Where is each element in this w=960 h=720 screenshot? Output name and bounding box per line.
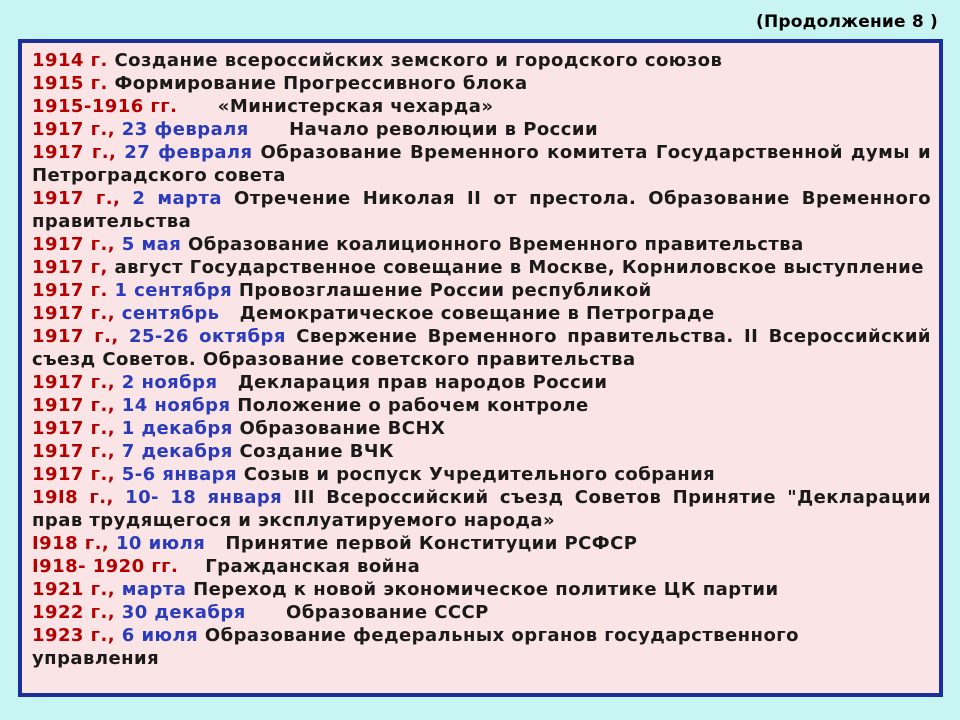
timeline-entry [32, 578, 931, 601]
entry-date: марта [121, 579, 187, 600]
entry-year: 1917 г, [32, 257, 108, 278]
timeline-entry [32, 233, 931, 256]
entry-event: Декларация прав народов России [237, 372, 608, 393]
entry-event: Создание всероссийских земского и городского союзов [114, 50, 723, 71]
timeline-entry [32, 49, 931, 72]
timeline-entry [32, 118, 931, 141]
entry-date: 6 июля [121, 625, 199, 646]
timeline-entry [32, 624, 931, 670]
timeline-entry [32, 417, 931, 440]
entry-date: 27 февраля [124, 142, 253, 163]
entry-event: Образование Временного комитета Государственной думы и Петроградского совета [32, 142, 932, 186]
timeline-entry [32, 302, 931, 325]
entry-year: 1917 г., [32, 234, 116, 255]
entry-event: «Министерская чехарда» [217, 96, 494, 117]
entry-event: август Государственное совещание в Москве, Корниловское выступление [114, 257, 924, 278]
entry-year: 1914 г. [32, 50, 108, 71]
entry-date: 2 ноября [121, 372, 218, 393]
entry-event: Образование СССР [286, 602, 489, 623]
entry-event: Созыв и роспуск Учредительного собрания [243, 464, 716, 485]
entry-year: 1917 г., [32, 395, 116, 416]
entry-date: сентябрь [121, 303, 220, 324]
timeline-entry [32, 601, 931, 624]
entry-year: I918- 1920 гг. [32, 556, 179, 577]
entry-year: 1915-1916 гг. [32, 96, 178, 117]
entry-date: 7 декабря [121, 441, 233, 462]
entry-event: Образование ВСНХ [239, 418, 446, 439]
entry-event: Начало революции в России [289, 119, 599, 140]
entry-year: 1923 г., [32, 625, 116, 646]
entry-year: I918 г., [32, 533, 110, 554]
entry-year: 1917 г., [32, 303, 116, 324]
entry-event: Создание ВЧК [239, 441, 395, 462]
entry-event: Свержение Временного правительства. II Всероссийский съезд Советов. Образование советского правительства [32, 326, 931, 370]
entry-year: 1917 г. [32, 280, 108, 301]
timeline-entry [32, 463, 931, 486]
timeline-entry [32, 279, 931, 302]
entry-year: 1917 г., [32, 326, 119, 347]
entry-date: 5-6 января [121, 464, 238, 485]
timeline-entry [32, 486, 931, 532]
entry-year: 1917 г., [32, 464, 116, 485]
timeline-entry [32, 440, 931, 463]
entry-date: 5 мая [121, 234, 182, 255]
timeline-entry [32, 141, 931, 187]
entry-year: 1917 г., [32, 188, 121, 209]
entry-year: 1917 г., [32, 441, 116, 462]
entry-event: Переход к новой экономическое политике ЦК партии [193, 579, 779, 600]
entry-date: 30 декабря [121, 602, 246, 623]
entry-event: Образование коалиционного Временного правительства [187, 234, 804, 255]
timeline-entry [32, 394, 931, 417]
entry-date: 2 марта [132, 188, 222, 209]
entry-date: 10 июля [115, 533, 206, 554]
timeline-entry [32, 555, 931, 578]
entry-date: 1 сентября [114, 280, 233, 301]
entry-event: Принятие первой Конституции РСФСР [225, 533, 638, 554]
entry-date: 25-26 октября [128, 326, 286, 347]
entry-event: Гражданская война [205, 556, 421, 577]
entry-event: III Всероссийский съезд Советов Принятие "Декларации прав трудящегося и эксплуатируемого народа» [32, 487, 932, 531]
entry-event: Провозглашение России республикой [238, 280, 652, 301]
timeline-entry [32, 187, 931, 233]
entry-event: Демократическое совещание в Петрограде [239, 303, 715, 324]
timeline-box [18, 39, 943, 697]
entry-year: 1915 г. [32, 73, 108, 94]
timeline-entry [32, 95, 931, 118]
entry-date: 1 декабря [121, 418, 233, 439]
entry-year: 1917 г., [32, 119, 116, 140]
entry-year: 1917 г., [32, 142, 117, 163]
entry-event: Образование федеральных органов государственного управления [32, 625, 799, 669]
timeline-entry [32, 371, 931, 394]
entry-year: 1922 г., [32, 602, 116, 623]
entry-event: Отречение Николая II от престола. Образование Временного правительства [32, 188, 932, 232]
entry-event: Положение о рабочем контроле [237, 395, 589, 416]
continuation-label: (Продолжение 8 ) [756, 12, 938, 32]
entry-date: 10- 18 января [125, 487, 283, 508]
timeline-entry [32, 72, 931, 95]
timeline-entry [32, 256, 931, 279]
entry-year: 1917 г., [32, 418, 116, 439]
entry-event: Формирование Прогрессивного блока [114, 73, 528, 94]
timeline-entry [32, 325, 931, 371]
entry-year: 19I8 г., [32, 487, 114, 508]
entry-year: 1921 г., [32, 579, 116, 600]
timeline-entry [32, 532, 931, 555]
entry-date: 23 февраля [121, 119, 249, 140]
entry-year: 1917 г., [32, 372, 116, 393]
entry-date: 14 ноября [121, 395, 231, 416]
